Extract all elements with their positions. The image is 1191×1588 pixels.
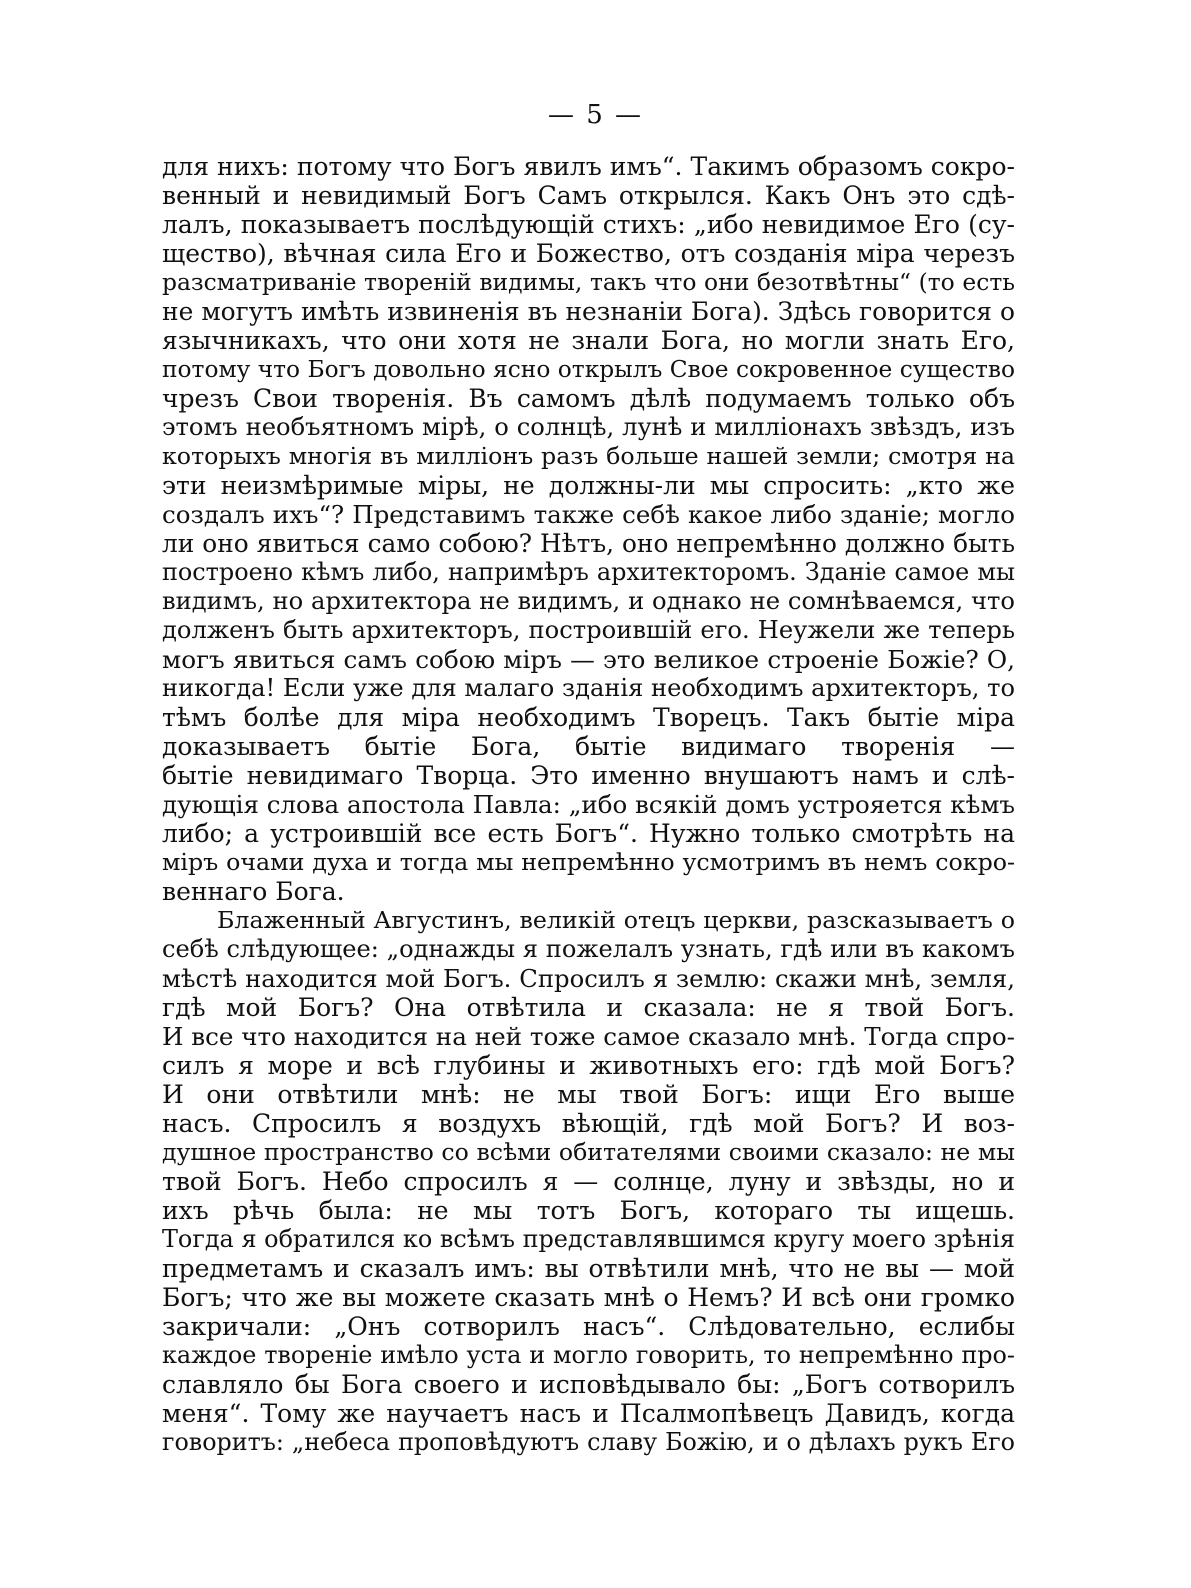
page-number: — 5 —: [547, 100, 644, 130]
text-line: могъ явиться самъ собою міръ — это великое строеніе Божіе? О,: [162, 645, 1015, 674]
text-line: себѣ слѣдующее: „однажды я пожелалъ узнать, гдѣ или въ какомъ: [162, 935, 1015, 963]
text-line: Тогда я обратился ко всѣмъ представлявшимся кругу моего зрѣнія: [162, 1225, 1015, 1253]
text-line: насъ. Спросилъ я воздухъ вѣющій, гдѣ мой Богъ? И воз-: [162, 1109, 1015, 1138]
text-line: язычникахъ, что они хотя не знали Бога, но могли знать Его,: [162, 326, 1015, 355]
text-line: славляло бы Бога своего и исповѣдывало бы: „Богъ сотворилъ: [162, 1370, 1015, 1399]
text-line: этомъ необъятномъ мірѣ, о солнцѣ, лунѣ и милліонахъ звѣздъ, изъ: [162, 413, 1015, 441]
text-line: гдѣ мой Богъ? Она отвѣтила и сказала: не я твой Богъ.: [162, 993, 1015, 1022]
text-line: либо; а устроившій все есть Богъ“. Нужно только смотрѣть на: [162, 819, 1015, 848]
text-line: ли оно явиться само собою? Нѣтъ, оно непремѣнно должно быть: [162, 529, 1015, 558]
text-line: чрезъ Свои творенія. Въ самомъ дѣлѣ подумаемъ только объ: [162, 384, 1015, 413]
text-line: Богъ; что же вы можете сказать мнѣ о Немъ? И всѣ они громко: [162, 1283, 1015, 1312]
text-line: никогда! Если уже для малаго зданія необходимъ архитекторъ, то: [162, 674, 1015, 702]
text-line: мѣстѣ находится мой Богъ. Спросилъ я землю: скажи мнѣ, земля,: [162, 964, 1015, 993]
text-line: разсматриваніе твореній видимы, такъ что они безотвѣтны“ (то есть: [162, 268, 1015, 296]
text-line: твой Богъ. Небо спросилъ я — солнце, луну и звѣзды, но и: [162, 1167, 1015, 1196]
text-line: эти неизмѣримые міры, не должны-ли мы спросить: „кто же: [162, 471, 1015, 500]
paragraph-1: [162, 152, 1015, 906]
text-line: дующія слова апостола Павла: „ибо всякій домъ устрояется кѣмъ: [162, 790, 1015, 819]
text-line: душное пространство со всѣми обитателями своими сказало: не мы: [162, 1138, 1015, 1166]
body-text: [162, 152, 1015, 1457]
text-line: лалъ, показываетъ послѣдующій стихъ: „ибо невидимое Его (су-: [162, 210, 1015, 239]
text-line: щество), вѣчная сила Его и Божество, отъ созданія міра черезъ: [162, 239, 1015, 268]
text-line: венный и невидимый Богъ Самъ открылся. Какъ Онъ это сдѣ-: [162, 181, 1015, 210]
text-line: создалъ ихъ“? Представимъ также себѣ какое либо зданіе; могло: [162, 500, 1015, 529]
text-line: силъ я море и всѣ глубины и животныхъ его: гдѣ мой Богъ?: [162, 1051, 1015, 1080]
text-line: Блаженный Августинъ, великій отецъ церкви, разсказываетъ о: [217, 906, 1015, 934]
text-line: каждое твореніе имѣло уста и могло говорить, то непремѣнно про-: [162, 1341, 1015, 1369]
paragraph-2: [162, 906, 1015, 1457]
text-line: міръ очами духа и тогда мы непремѣнно усмотримъ въ немъ сокро-: [162, 848, 1015, 876]
text-line: закричали: „Онъ сотворилъ насъ“. Слѣдовательно, еслибы: [162, 1312, 1015, 1341]
text-line: доказываетъ бытіе Бога, бытіе видимаго творенія —: [162, 732, 1015, 761]
text-line: меня“. Тому же научаетъ насъ и Псалмопѣвецъ Давидъ, когда: [162, 1399, 1015, 1428]
text-line: ихъ рѣчь была: не мы тотъ Богъ, котораго ты ищешь.: [162, 1196, 1015, 1225]
text-line: которыхъ многія въ милліонъ разъ больше нашей земли; смотря на: [162, 442, 1015, 470]
text-line: построено кѣмъ либо, напримѣръ архитекторомъ. Зданіе самое мы: [162, 558, 1015, 586]
text-line: И все что находится на ней тоже самое сказало мнѣ. Тогда спро-: [162, 1022, 1015, 1051]
text-line: долженъ быть архитекторъ, построившій его. Неужели же теперь: [162, 616, 1015, 644]
text-line: тѣмъ болѣе для міра необходимъ Творецъ. Такъ бытіе міра: [162, 703, 1015, 732]
text-line: для нихъ: потому что Богъ явилъ имъ“. Такимъ образомъ сокро-: [162, 152, 1015, 181]
text-line: видимъ, но архитектора не видимъ, и однако не сомнѣваемся, что: [162, 587, 1015, 615]
text-line: веннаго Бога.: [162, 877, 345, 906]
text-line: предметамъ и сказалъ имъ: вы отвѣтили мнѣ, что не вы — мой: [162, 1254, 1015, 1283]
text-line: не могутъ имѣть извиненія въ незнаніи Бога). Здѣсь говорится о: [162, 297, 1015, 326]
text-line: бытіе невидимаго Творца. Это именно внушаютъ намъ и слѣ-: [162, 761, 1015, 790]
text-line: потому что Богъ довольно ясно открылъ Свое сокровенное существо: [162, 356, 1015, 383]
text-line: И они отвѣтили мнѣ: не мы твой Богъ: ищи Его выше: [162, 1080, 1015, 1109]
text-line: говоритъ: „небеса проповѣдуютъ славу Божію, и о дѣлахъ рукъ Его: [162, 1428, 1015, 1456]
